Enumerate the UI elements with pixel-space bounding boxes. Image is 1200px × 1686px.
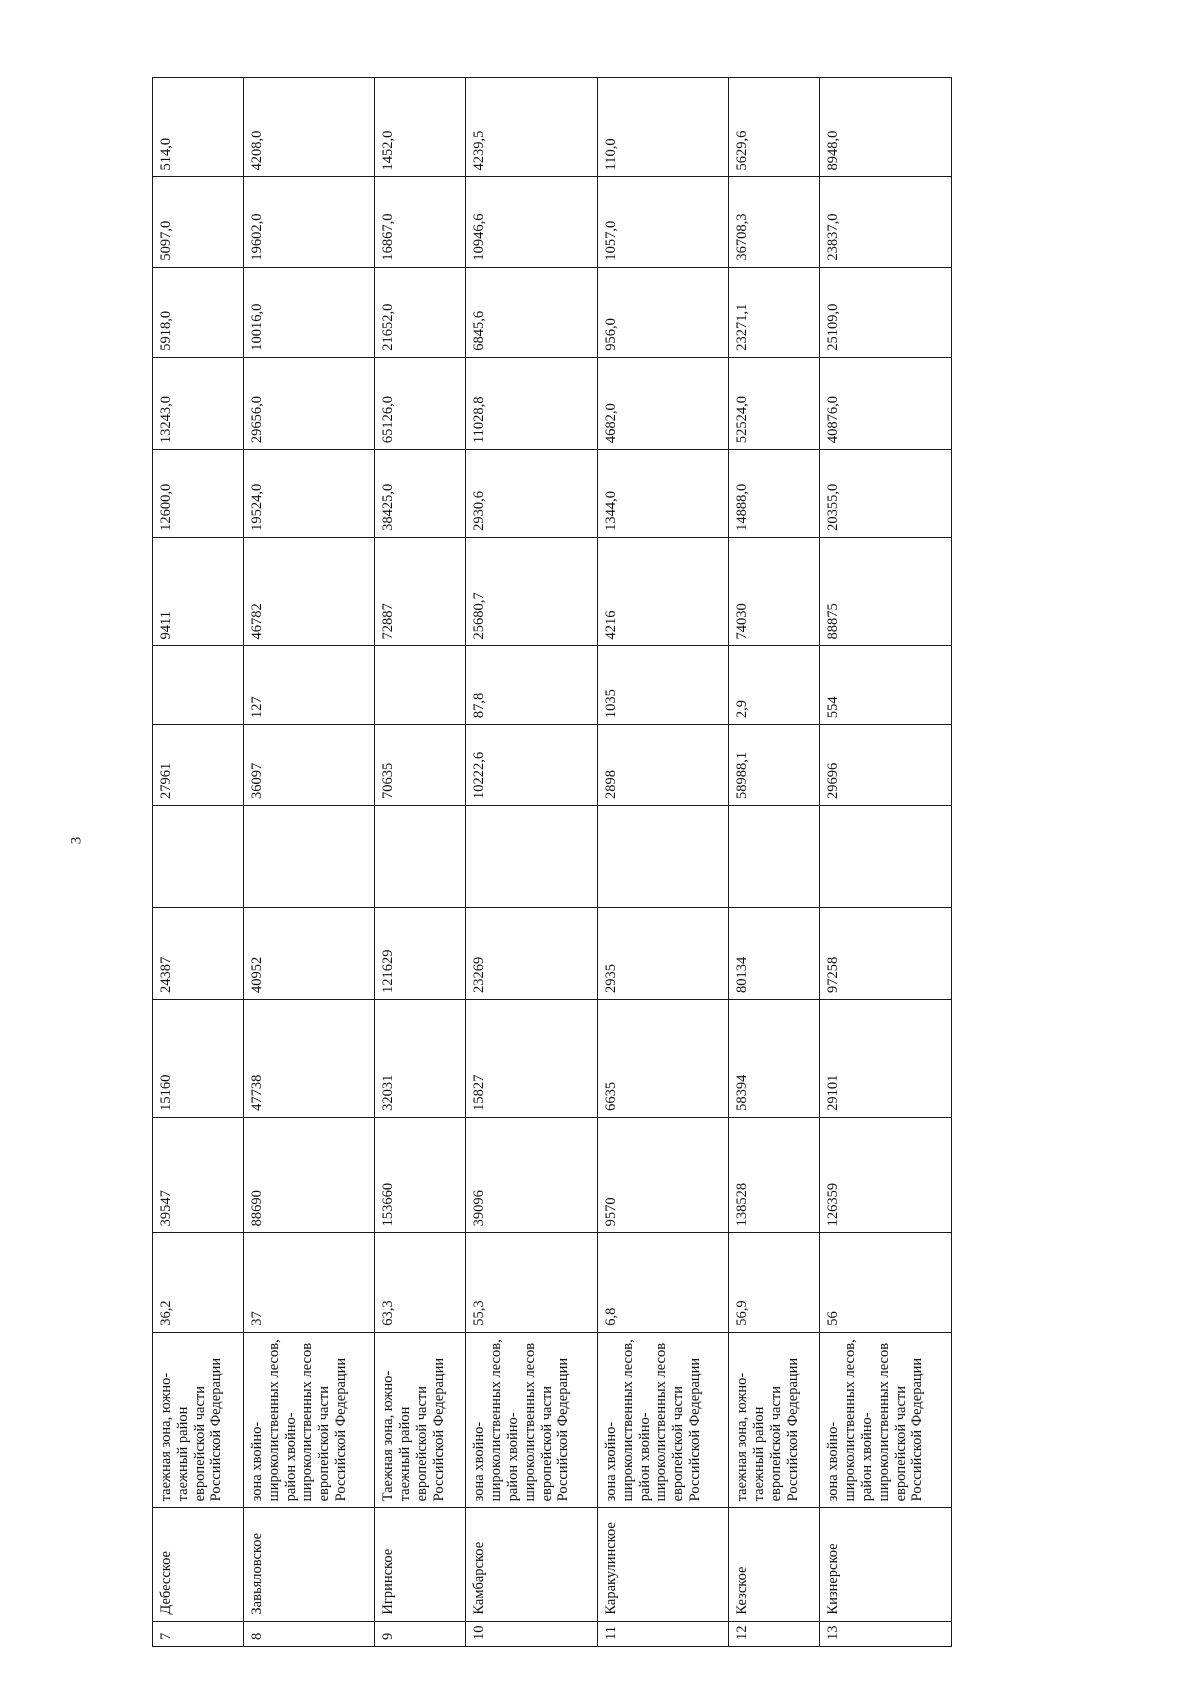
forest-zone-line: широколиственных лесов, [842, 1339, 859, 1502]
value-cell: 19602,0 [243, 177, 375, 267]
forest-zone-line: зона хвойно- [248, 1421, 265, 1502]
value-cell: 47738 [243, 1000, 375, 1118]
value-cell: 36,2 [153, 1233, 244, 1332]
table-body [153, 78, 952, 1647]
value-cell [820, 805, 952, 907]
forest-zone-line: Российской Федерации [687, 1357, 703, 1502]
value-cell: 46782 [243, 537, 375, 646]
value-cell: 87,8 [466, 646, 598, 725]
forest-zone-line: широколиственных лесов, [265, 1339, 282, 1502]
table-row [729, 78, 820, 1647]
value-cell: 65126,0 [375, 357, 466, 449]
district-name-cell: Завьяловское [243, 1508, 375, 1621]
forest-zone-line: таежный район [174, 1406, 191, 1502]
forest-zone-line: европейской части [538, 1385, 555, 1502]
forest-zone-line: Российской Федерации [430, 1357, 447, 1502]
page-number: 3 [68, 836, 85, 845]
value-cell: 52524,0 [729, 357, 820, 449]
value-cell: 121629 [375, 907, 466, 999]
forest-zone-cell [153, 1332, 244, 1508]
value-cell: 40876,0 [820, 357, 952, 449]
forest-zone-line: широколиственных лесов, [619, 1339, 636, 1502]
value-cell: 19524,0 [243, 450, 375, 538]
value-cell: 40952 [243, 907, 375, 999]
value-cell: 74030 [729, 537, 820, 646]
forest-zone-cell [466, 1332, 598, 1508]
value-cell: 5097,0 [153, 177, 244, 267]
value-cell: 23837,0 [820, 177, 952, 267]
forest-zone-line: Российской Федерации [208, 1357, 225, 1502]
value-cell: 97258 [820, 907, 952, 999]
value-cell: 2930,6 [466, 450, 598, 538]
value-cell: 4239,5 [466, 78, 598, 177]
value-cell: 37 [243, 1233, 375, 1332]
forest-zone-line: таежный район [397, 1406, 414, 1502]
value-cell: 13243,0 [153, 357, 244, 449]
table-row [597, 78, 729, 1647]
value-cell: 153660 [375, 1117, 466, 1233]
district-name-cell: Игринское [375, 1508, 466, 1621]
table-row [153, 78, 244, 1647]
value-cell: 10222,6 [466, 725, 598, 806]
forest-zone-line: Российской Федерации [784, 1357, 801, 1502]
table-row [466, 78, 598, 1647]
forest-zone-line: район хвойно- [636, 1412, 653, 1502]
district-name-cell: Камбарское [466, 1508, 598, 1621]
value-cell: 58394 [729, 1000, 820, 1118]
value-cell: 38425,0 [375, 450, 466, 538]
value-cell: 514,0 [153, 78, 244, 177]
value-cell: 15827 [466, 1000, 598, 1118]
value-cell: 4216 [597, 537, 729, 646]
forest-zone-line: район хвойно- [859, 1412, 876, 1502]
forest-zone-line: таежная зона, южно- [158, 1372, 174, 1502]
value-cell: 1057,0 [597, 177, 729, 267]
value-cell: 4208,0 [243, 78, 375, 177]
value-cell: 29101 [820, 1000, 952, 1118]
value-cell: 25109,0 [820, 267, 952, 357]
value-cell: 1344,0 [597, 450, 729, 538]
forest-zone-line: таежная зона, южно- [734, 1372, 751, 1502]
value-cell: 138528 [729, 1117, 820, 1233]
value-cell: 39096 [466, 1117, 598, 1233]
table-row [820, 78, 952, 1647]
value-cell: 14888,0 [729, 450, 820, 538]
forest-zone-line: район хвойно- [505, 1412, 522, 1502]
value-cell: 6,8 [597, 1233, 729, 1332]
value-cell [597, 805, 729, 907]
value-cell: 5629,6 [729, 78, 820, 177]
forest-zone-cell [375, 1332, 466, 1508]
value-cell: 15160 [153, 1000, 244, 1118]
forest-zone-line: широколиственных лесов [653, 1342, 670, 1502]
value-cell: 32031 [375, 1000, 466, 1118]
row-number-cell: 9 [375, 1621, 466, 1646]
forest-zone-line: Российской Федерации [555, 1357, 572, 1502]
value-cell: 12600,0 [153, 450, 244, 538]
value-cell: 1035 [597, 646, 729, 725]
value-cell: 554 [820, 646, 952, 725]
forest-zone-line: зона хвойно- [825, 1421, 842, 1502]
forest-zone-line: Таежная зона, южно- [380, 1370, 397, 1502]
value-cell: 63,3 [375, 1233, 466, 1332]
forest-zone-cell [243, 1332, 375, 1508]
value-cell: 24387 [153, 907, 244, 999]
value-cell: 126359 [820, 1117, 952, 1233]
forest-data-table [152, 77, 952, 1647]
forest-zone-line: европейской части [414, 1385, 431, 1502]
forest-zone-line: широколиственных лесов [521, 1342, 538, 1502]
forest-zone-line: широколиственных лесов, [488, 1339, 505, 1502]
row-number-cell: 12 [729, 1621, 820, 1646]
forest-zone-cell [597, 1332, 729, 1508]
value-cell: 1452,0 [375, 78, 466, 177]
forest-zone-line: зона хвойно- [471, 1421, 488, 1502]
value-cell [375, 805, 466, 907]
value-cell: 70635 [375, 725, 466, 806]
value-cell: 25680,7 [466, 537, 598, 646]
value-cell [153, 805, 244, 907]
value-cell: 29696 [820, 725, 952, 806]
value-cell: 88875 [820, 537, 952, 646]
value-cell: 88690 [243, 1117, 375, 1233]
forest-zone-line: таежный район [751, 1406, 768, 1502]
forest-zone-line: европейской части [768, 1385, 785, 1502]
value-cell: 36708,3 [729, 177, 820, 267]
value-cell: 20355,0 [820, 450, 952, 538]
value-cell: 11028,8 [466, 357, 598, 449]
district-name-cell: Дебесское [153, 1508, 244, 1621]
row-number-cell: 8 [243, 1621, 375, 1646]
value-cell: 72887 [375, 537, 466, 646]
value-cell: 21652,0 [375, 267, 466, 357]
row-number-cell: 10 [466, 1621, 598, 1646]
row-number-cell: 13 [820, 1621, 952, 1646]
value-cell: 110,0 [597, 78, 729, 177]
value-cell: 9570 [597, 1117, 729, 1233]
forest-zone-line: европейской части [316, 1385, 333, 1502]
value-cell: 6845,6 [466, 267, 598, 357]
value-cell: 56,9 [729, 1233, 820, 1332]
value-cell: 9411 [153, 537, 244, 646]
forest-zone-line: Российской Федерации [909, 1357, 926, 1502]
forest-zone-cell [820, 1332, 952, 1508]
value-cell: 10016,0 [243, 267, 375, 357]
row-number-cell: 7 [153, 1621, 244, 1646]
forest-zone-line: широколиственных лесов [875, 1342, 892, 1502]
value-cell [375, 646, 466, 725]
value-cell: 39547 [153, 1117, 244, 1233]
value-cell: 127 [243, 646, 375, 725]
forest-zone-line: европейской части [670, 1385, 687, 1502]
value-cell: 36097 [243, 725, 375, 806]
forest-zone-line: европейской части [191, 1385, 208, 1502]
district-name-cell: Кезское [729, 1508, 820, 1621]
value-cell [243, 805, 375, 907]
value-cell: 16867,0 [375, 177, 466, 267]
value-cell: 58988,1 [729, 725, 820, 806]
value-cell: 2935 [597, 907, 729, 999]
value-cell: 23269 [466, 907, 598, 999]
row-number-cell: 11 [597, 1621, 729, 1646]
forest-zone-line: зона хвойно- [602, 1421, 619, 1502]
value-cell: 4682,0 [597, 357, 729, 449]
value-cell [466, 805, 598, 907]
value-cell [153, 646, 244, 725]
value-cell: 56 [820, 1233, 952, 1332]
value-cell: 80134 [729, 907, 820, 999]
table-row [243, 78, 375, 1647]
value-cell: 5918,0 [153, 267, 244, 357]
forest-zone-line: район хвойно- [282, 1412, 299, 1502]
forest-zone-line: Российской Федерации [332, 1357, 349, 1502]
forest-zone-line: широколиственных лесов [299, 1342, 316, 1502]
value-cell: 27961 [153, 725, 244, 806]
value-cell: 2,9 [729, 646, 820, 725]
value-cell: 23271,1 [729, 267, 820, 357]
value-cell [729, 805, 820, 907]
value-cell: 2898 [597, 725, 729, 806]
district-name-cell: Каракулинское [597, 1508, 729, 1621]
forest-zone-line: европейской части [892, 1385, 909, 1502]
value-cell: 956,0 [597, 267, 729, 357]
value-cell: 55,3 [466, 1233, 598, 1332]
value-cell: 29656,0 [243, 357, 375, 449]
value-cell: 10946,6 [466, 177, 598, 267]
value-cell: 6635 [597, 1000, 729, 1118]
value-cell: 8948,0 [820, 78, 952, 177]
rotated-table-container [152, 77, 952, 1647]
district-name-cell: Кизнерское [820, 1508, 952, 1621]
forest-zone-cell [729, 1332, 820, 1508]
table-row [375, 78, 466, 1647]
